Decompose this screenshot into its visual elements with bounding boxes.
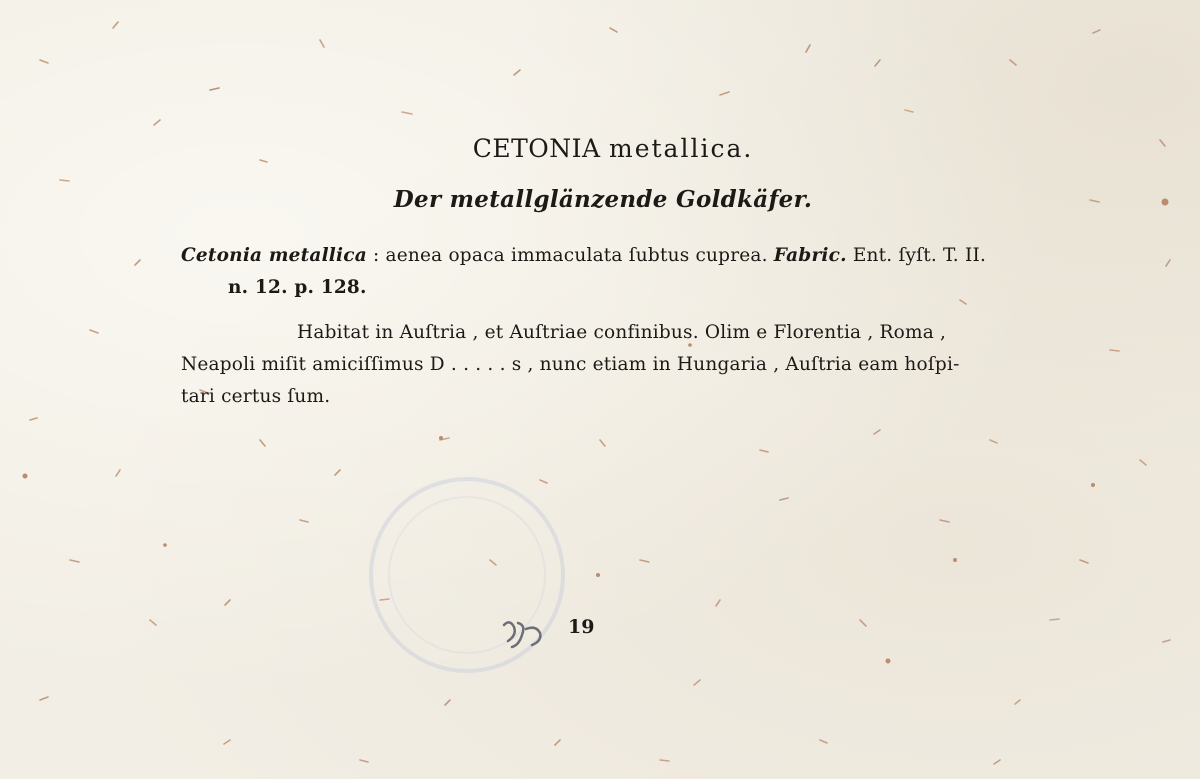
species-diagnosis: aenea opaca immaculata ſubtus cuprea. bbox=[385, 245, 768, 266]
description-colon: : bbox=[366, 245, 386, 266]
title-species: metallica. bbox=[609, 134, 754, 163]
page-title bbox=[0, 134, 1200, 163]
habitat-line-2: Neapoli miſit amiciſſimus D . . . . . s , nunc etiam in Hungaria , Auſtria eam hoſpi- bbox=[181, 354, 960, 375]
common-name-subtitle: Der metallglänzende Goldkäfer. bbox=[393, 186, 813, 213]
species-description bbox=[181, 240, 1061, 304]
habitat-line-1: Habitat in Auſtria , et Auſtriae confinibus. Olim e Florentia , Roma , bbox=[297, 322, 947, 343]
species-name: Cetonia metallica bbox=[181, 245, 367, 266]
habitat-line-3: tari certus ſum. bbox=[181, 386, 331, 407]
habitat-paragraph bbox=[181, 317, 1061, 413]
title-genus: CETONIA bbox=[472, 134, 601, 163]
work-citation: Ent. ſyſt. T. II. bbox=[852, 245, 987, 266]
page-number: 19 bbox=[568, 616, 595, 638]
citation-page-reference: n. 12. p. 128. bbox=[228, 277, 367, 298]
handwritten-mark bbox=[496, 615, 546, 655]
author-reference: Fabric. bbox=[773, 245, 847, 266]
description-line-1 bbox=[181, 240, 1061, 272]
